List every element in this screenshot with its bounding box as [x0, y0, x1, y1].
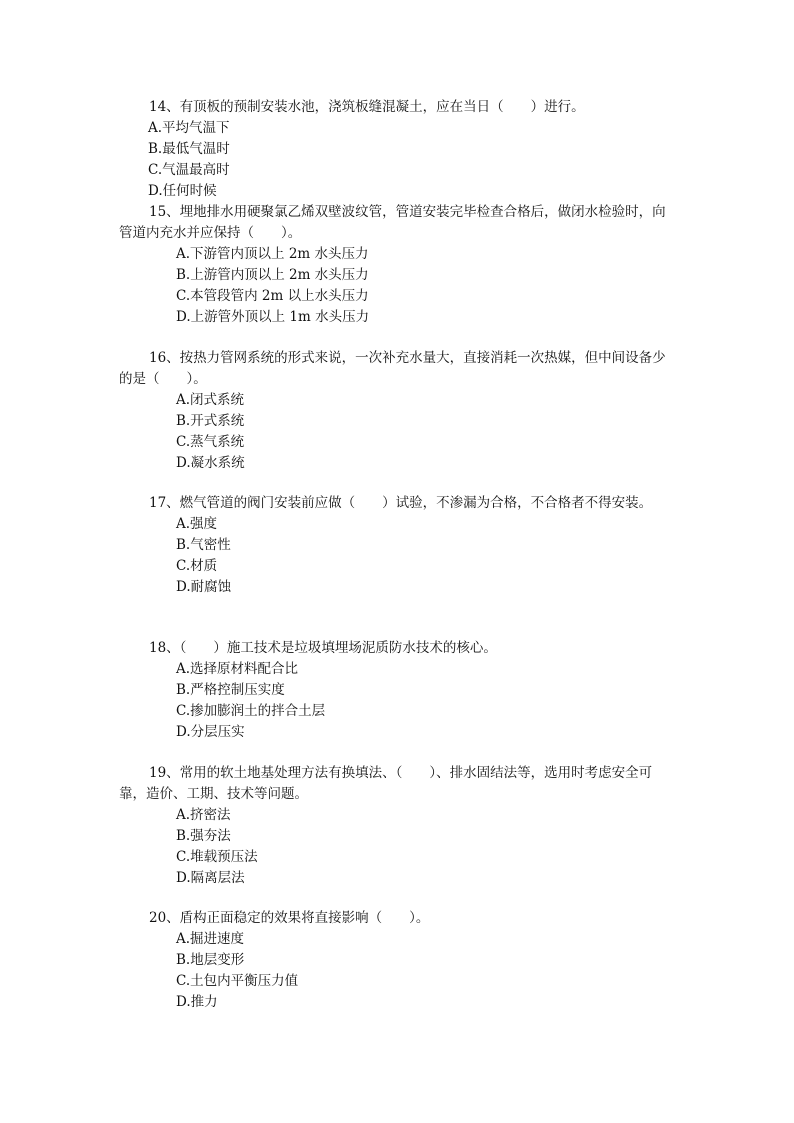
question-stem: 15、埋地排水用硬聚氯乙烯双壁波纹管，管道安装完毕检查合格后，做闭水检验时，向管道内充水并应保持（ ）。: [119, 204, 666, 241]
option-d: D.隔离层法: [176, 870, 245, 886]
option-d: D.任何时候: [148, 183, 217, 199]
option-list: [119, 929, 679, 1013]
option-d: D.推力: [176, 994, 218, 1010]
question-14: [119, 97, 679, 202]
option-list: [119, 390, 679, 474]
question-stem: 14、有顶板的预制安装水池，浇筑板缝混凝土，应在当日（ ）进行。: [149, 99, 585, 115]
option-list: [119, 805, 679, 889]
option-a: A.掘进速度: [176, 931, 245, 947]
option-b: B.强夯法: [176, 828, 231, 844]
option-list: [119, 244, 679, 328]
option-b: B.开式系统: [176, 413, 245, 429]
option-list: [119, 118, 679, 202]
option-c: C.蒸气系统: [176, 434, 245, 450]
option-b: B.最低气温时: [148, 141, 230, 157]
option-c: C.堆载预压法: [176, 849, 258, 865]
option-a: A.闭式系统: [176, 392, 245, 408]
option-a: A.挤密法: [176, 807, 231, 823]
option-a: A.选择原材料配合比: [176, 661, 299, 677]
option-b: B.气密性: [176, 537, 231, 553]
option-c: C.气温最高时: [148, 162, 230, 178]
question-stem: 17、燃气管道的阀门安装前应做（ ）试验，不渗漏为合格，不合格者不得安装。: [149, 495, 653, 511]
option-b: B.地层变形: [176, 952, 245, 968]
option-a: A.下游管内顶以上 2m 水头压力: [176, 246, 369, 262]
option-a: A.平均气温下: [148, 120, 230, 136]
question-19: [119, 763, 679, 889]
option-d: D.分层压实: [176, 724, 245, 740]
option-d: D.上游管外顶以上 1m 水头压力: [176, 309, 370, 325]
option-list: [119, 514, 679, 598]
option-c: C.材质: [176, 558, 218, 574]
question-stem: 18、（ ）施工技术是垃圾填埋场泥质防水技术的核心。: [149, 640, 497, 656]
option-d: D.凝水系统: [176, 455, 245, 471]
question-16: [119, 348, 679, 474]
option-b: B.上游管内顶以上 2m 水头压力: [176, 267, 369, 283]
option-c: C.本管段管内 2m 以上水头压力: [176, 288, 369, 304]
option-c: C.土包内平衡压力值: [176, 973, 299, 989]
question-15: [119, 202, 679, 328]
question-stem: 16、按热力管网系统的形式来说，一次补充水量大，直接消耗一次热媒，但中间设备少的是（ ）。: [119, 350, 666, 387]
option-a: A.强度: [176, 516, 218, 532]
question-stem: 19、常用的软土地基处理方法有换填法、（ ）、排水固结法等，选用时考虑安全可靠，造价、工期、技术等问题。: [119, 765, 653, 802]
question-17: [119, 493, 679, 598]
option-c: C.掺加膨润土的拌合土层: [176, 703, 326, 719]
question-stem: 20、盾构正面稳定的效果将直接影响（ ）。: [149, 910, 430, 926]
question-18: [119, 638, 679, 743]
option-b: B.严格控制压实度: [176, 682, 285, 698]
question-20: [119, 908, 679, 1013]
option-d: D.耐腐蚀: [176, 579, 232, 595]
option-list: [119, 659, 679, 743]
